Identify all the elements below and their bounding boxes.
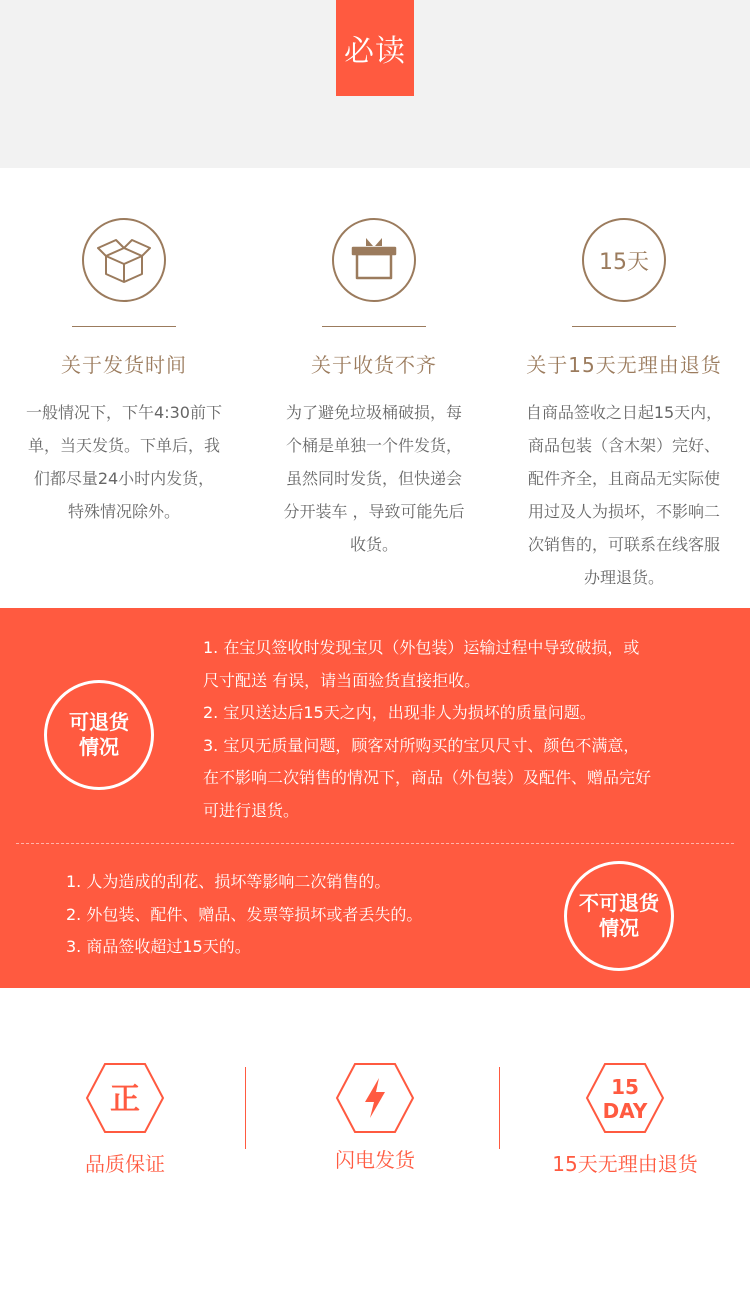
divider <box>322 326 426 327</box>
icon-text: 15天 <box>599 249 649 275</box>
notice-title: 关于收货不齐 <box>311 353 437 377</box>
day-word: DAY <box>602 1099 648 1123</box>
notice-shipping-time <box>4 218 244 528</box>
notice-line: 一般情况下，下午4:30前下 <box>26 403 222 422</box>
notice-line: 办理退货。 <box>583 568 664 587</box>
notice-body <box>254 396 494 561</box>
must-read-badge: 必读 <box>336 0 414 96</box>
notice-title: 关于发货时间 <box>61 353 187 377</box>
guarantee-15-day-return <box>500 1062 750 1177</box>
notice-line: 单，当天发货。下单后，我 <box>27 436 220 455</box>
list-item: 2. 外包装、配件、赠品、发票等损坏或者丢失的。 <box>66 904 423 924</box>
list-item: 1. 在宝贝签收时发现宝贝（外包装）运输过程中导致破损，或 <box>203 638 640 657</box>
notice-line: 收货。 <box>349 535 398 554</box>
list-item: 尺寸配送 有误，请当面验货直接拒收。 <box>203 670 481 690</box>
genuine-icon <box>85 1062 165 1134</box>
notice-line: 虽然同时发货，但快递会 <box>285 469 462 488</box>
notice-line: 分开装车 ，导致可能先后 <box>283 502 465 521</box>
notice-line: 配件齐全，且商品无实际使 <box>527 469 720 488</box>
list-item: 3. 宝贝无质量问题，顾客对所购买的宝贝尺寸、颜色不满意， <box>203 735 640 755</box>
15-day-icon <box>582 218 666 302</box>
header-banner <box>0 0 750 168</box>
package-box-icon <box>332 218 416 302</box>
day-number: 15 <box>611 1075 639 1099</box>
guarantee-label: 品质保证 <box>85 1152 165 1176</box>
badge-text: 情况 <box>599 916 639 940</box>
genuine-glyph: 正 <box>110 1082 140 1117</box>
divider <box>572 326 676 327</box>
notice-title: 关于15天无理由退货 <box>526 353 722 377</box>
notice-body <box>504 396 744 594</box>
list-item: 2. 宝贝送达后15天之内，出现非人为损坏的质量问题。 <box>203 703 596 722</box>
notice-body <box>4 396 244 528</box>
guarantee-fast-shipping <box>250 1062 500 1173</box>
notice-line: 为了避免垃圾桶破损，每 <box>285 403 462 422</box>
dashed-divider <box>16 843 734 844</box>
guarantee-label: 15天无理由退货 <box>552 1152 698 1176</box>
guarantee-quality <box>0 1062 250 1177</box>
15-day-icon <box>585 1062 665 1134</box>
badge-text: 情况 <box>79 735 119 759</box>
notice-line: 自商品签收之日起15天内， <box>525 403 723 422</box>
returnable-badge <box>44 680 154 790</box>
notice-incomplete-delivery <box>254 218 494 561</box>
guarantee-label: 闪电发货 <box>335 1148 415 1172</box>
badge-text: 可退货 <box>69 710 129 734</box>
notice-line: 们都尽量24小时内发货， <box>33 469 215 488</box>
list-item: 1. 人为造成的刮花、损坏等影响二次销售的。 <box>66 872 391 891</box>
vertical-divider <box>245 1067 246 1149</box>
non-returnable-badge <box>564 861 674 971</box>
notice-line: 特殊情况除外。 <box>67 502 180 521</box>
badge-text: 不可退货 <box>579 891 659 915</box>
notice-line: 个桶是单独一个件发货， <box>285 436 462 455</box>
list-item: 可进行退货。 <box>203 800 300 820</box>
notice-line: 次销售的，可联系在线客服 <box>527 535 720 554</box>
list-item: 在不影响二次销售的情况下，商品（外包装）及配件、赠品完好 <box>203 768 652 787</box>
returnable-list <box>203 632 743 827</box>
return-conditions-section <box>0 608 750 988</box>
notice-15-day-return <box>504 218 744 594</box>
list-item: 3. 商品签收超过15天的。 <box>66 937 251 956</box>
lightning-icon <box>335 1062 415 1134</box>
notice-line: 用过及人为损坏，不影响二 <box>527 502 720 521</box>
divider <box>72 326 176 327</box>
notice-line: 商品包装（含木架）完好、 <box>527 436 720 455</box>
open-box-icon <box>82 218 166 302</box>
non-returnable-list <box>66 866 546 964</box>
